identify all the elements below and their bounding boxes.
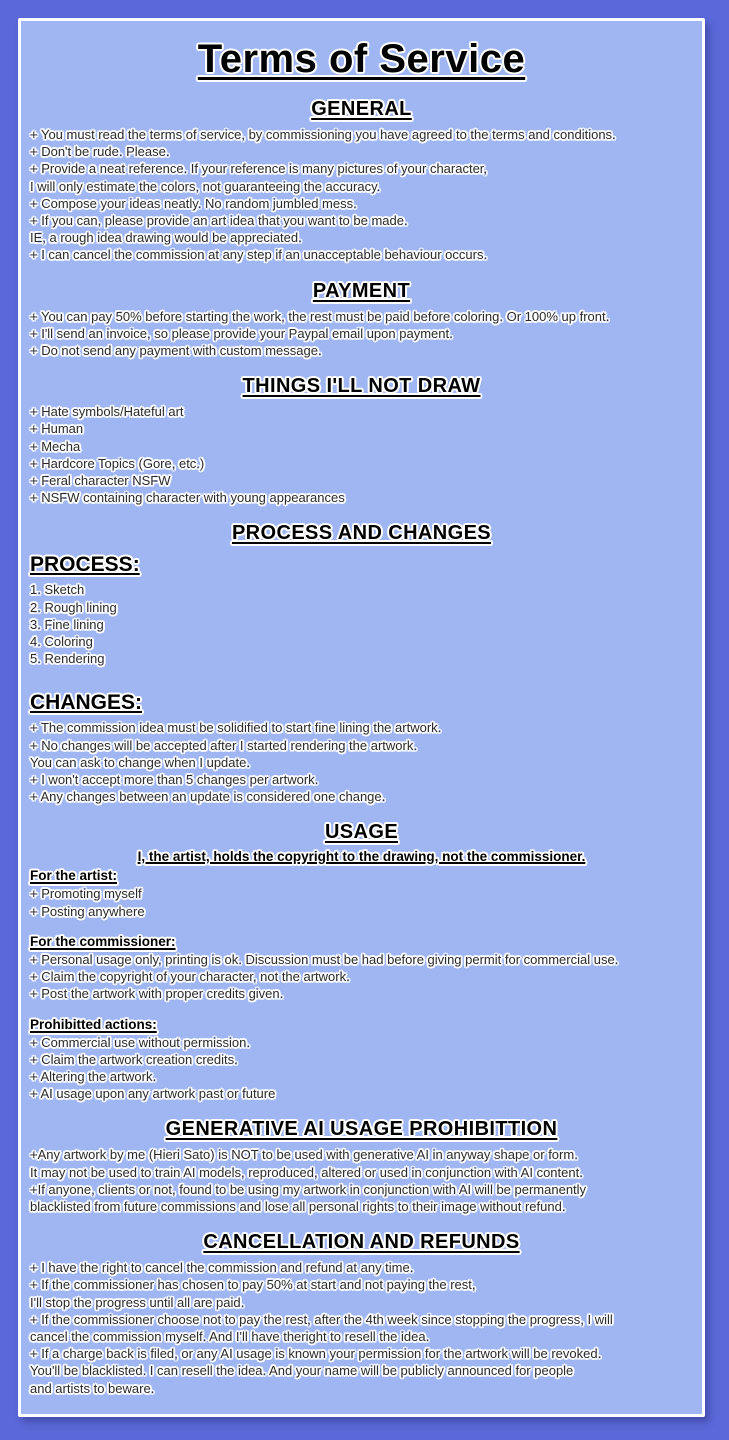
terms-line: + No changes will be accepted after I started rendering the artwork. — [30, 737, 417, 753]
section-heading-process-changes: PROCESS AND CHANGES — [231, 522, 492, 545]
terms-panel — [18, 18, 705, 1417]
terms-line: + Provide a neat reference. If your reference is many pictures of your character, — [30, 161, 488, 177]
terms-line: + Promoting myself — [30, 886, 142, 902]
terms-group — [30, 1017, 693, 1103]
terms-group — [30, 868, 693, 919]
terms-line: + Do not send any payment with custom message. — [30, 343, 322, 359]
terms-line: +If anyone, clients or not, found to be using my artwork in conjunction with AI will be permanently — [30, 1181, 587, 1197]
section-usage — [30, 821, 693, 1102]
section-general — [30, 98, 693, 264]
section-payment — [30, 280, 693, 360]
terms-line: I'll stop the progress until all are paid. — [30, 1294, 245, 1310]
section-generative-ai — [30, 1118, 693, 1215]
group-subheading: For the commissioner: — [30, 933, 176, 949]
group-subheading: PROCESS: — [30, 553, 140, 577]
section-not-draw — [30, 375, 693, 506]
terms-line: + Posting anywhere — [30, 903, 145, 919]
terms-line: + Personal usage only, printing is ok. Discussion must be had before giving permit for commercial use. — [30, 951, 619, 967]
terms-line: + I can cancel the commission at any step if an unacceptable behaviour occurs. — [30, 247, 488, 263]
terms-line: + You can pay 50% before starting the work, the rest must be paid before coloring. Or 100% up front. — [30, 308, 610, 324]
sections — [30, 98, 693, 1397]
group-subheading: Prohibitted actions: — [30, 1016, 157, 1032]
terms-line: + Commercial use without permission. — [30, 1034, 250, 1050]
page-title: Terms of Service — [197, 37, 526, 81]
section-heading-not-draw: THINGS I'LL NOT DRAW — [242, 375, 481, 398]
terms-group — [30, 691, 693, 805]
terms-line: cancel the commission myself. And I'll have theright to resell the idea. — [30, 1328, 430, 1344]
terms-line: +Any artwork by me (Hieri Sato) is NOT to be used with generative AI in anyway shape or form. — [30, 1147, 578, 1163]
terms-line: + You must read the terms of service, by commissioning you have agreed to the terms and conditions. — [30, 127, 616, 142]
terms-line: + Any changes between an update is considered one change. — [30, 789, 386, 805]
terms-line: + Human — [30, 421, 84, 437]
terms-line: + Feral character NSFW — [30, 473, 171, 489]
terms-line: + The commission idea must be solidified to start fine lining the artwork. — [30, 720, 442, 736]
terms-line: 1. Sketch — [30, 582, 85, 598]
terms-line: + If the commissioner choose not to pay the rest, after the 4th week since stopping the progress, I will — [30, 1311, 613, 1327]
terms-line: blacklisted from future commissions and lose all personal rights to their image without refund. — [30, 1198, 566, 1214]
terms-line: + Hardcore Topics (Gore, etc.) — [30, 455, 205, 471]
terms-line: + I'll send an invoice, so please provide your Paypal email upon payment. — [30, 325, 453, 341]
section-process-changes — [30, 522, 693, 805]
section-heading-cancellation: CANCELLATION AND REFUNDS — [203, 1231, 520, 1254]
terms-line: + I have the right to cancel the commission and refund at any time. — [30, 1260, 414, 1276]
terms-line: + If the commissioner has chosen to pay 50% at start and not paying the rest, — [30, 1277, 476, 1293]
terms-group — [30, 934, 693, 1003]
terms-group — [30, 553, 693, 667]
terms-line: and artists to beware. — [30, 1380, 155, 1396]
section-heading-generative-ai: GENERATIVE AI USAGE PROHIBITTION — [165, 1118, 558, 1141]
terms-line: + Post the artwork with proper credits given. — [30, 986, 284, 1002]
section-heading-general: GENERAL — [311, 98, 412, 120]
terms-line: 2. Rough lining — [30, 599, 117, 615]
terms-line: + Compose your ideas neatly. No random jumbled mess. — [30, 195, 357, 211]
terms-line: IE, a rough idea drawing would be appreciated. — [30, 230, 302, 246]
group-subheading: For the artist: — [30, 868, 118, 884]
usage-copyright-note: I, the artist, holds the copyright to the drawing, not the commissioner. — [137, 849, 586, 865]
terms-line: 3. Fine lining — [30, 616, 104, 632]
terms-line: 4. Coloring — [30, 634, 93, 650]
terms-line: + NSFW containing character with young appearances — [30, 490, 345, 506]
terms-line: I will only estimate the colors, not guaranteeing the accuracy. — [30, 178, 381, 194]
terms-line: + AI usage upon any artwork past or future — [30, 1086, 276, 1102]
group-subheading: CHANGES: — [30, 691, 143, 715]
terms-line: 5. Rendering — [30, 651, 105, 667]
section-heading-usage: USAGE — [324, 821, 399, 844]
section-cancellation — [30, 1231, 693, 1397]
terms-line: + Mecha — [30, 438, 81, 454]
terms-line: + If a charge back is filed, or any AI usage is known your permission for the artwork will be revoked. — [30, 1346, 602, 1362]
terms-line: + Hate symbols/Hateful art — [30, 404, 184, 420]
terms-line: You can ask to change when I update. — [30, 754, 250, 770]
section-heading-payment: PAYMENT — [312, 279, 411, 302]
terms-line: You'll be blacklisted. I can resell the idea. And your name will be publicly announced for people — [30, 1363, 574, 1379]
terms-line: + Altering the artwork. — [30, 1068, 157, 1084]
terms-line: + Don't be rude. Please. — [30, 144, 170, 160]
terms-line: It may not be used to train AI models, reproduced, altered or used in conjunction with AI content. — [30, 1164, 583, 1180]
terms-line: + Claim the copyright of your character, not the artwork. — [30, 969, 350, 985]
terms-line: + I won't accept more than 5 changes per artwork. — [30, 772, 319, 788]
terms-line: + If you can, please provide an art idea that you want to be made. — [30, 213, 408, 229]
terms-line: + Claim the artwork creation credits. — [30, 1051, 238, 1067]
